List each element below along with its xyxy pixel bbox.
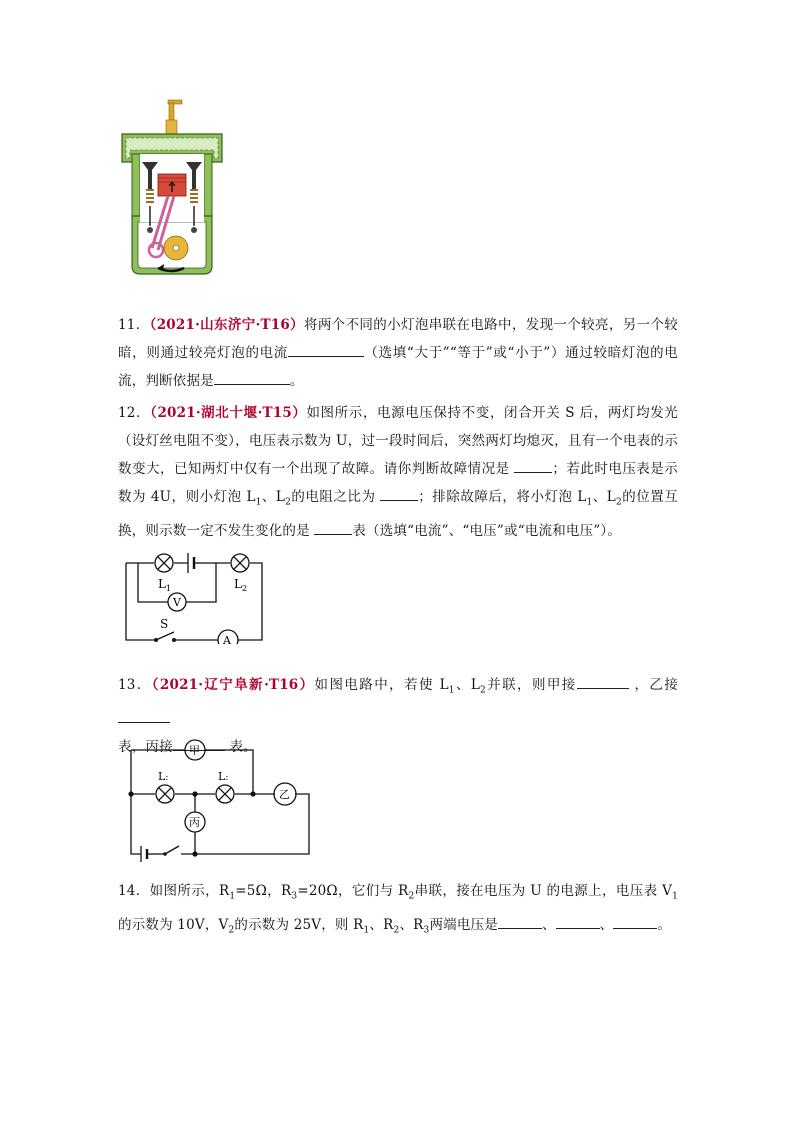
question-text: =5Ω，R	[235, 883, 292, 899]
period: 。	[657, 916, 672, 933]
question-text: 表，丙接	[118, 738, 173, 755]
subscript: 2	[480, 685, 486, 696]
label-yi: 乙	[279, 788, 290, 801]
question-text: 如图所示，电源电压保持不变，闭合开关 S 后，两灯均发光（设灯丝电阻不变），电压表示数为 U，过一段时间后，突然两灯均熄灭，且有一个电表的示数变大，已知两灯中仅有一个出现了故障。请你判断故障情况是	[118, 405, 678, 477]
question-text: 、L	[592, 489, 616, 505]
question-text: 两端电压是	[429, 916, 498, 933]
source-tag: （2021·辽宁阜新·T16）	[151, 677, 315, 693]
subscript: 1	[672, 891, 679, 902]
subscript: 1	[229, 891, 236, 902]
label-l2: L:	[218, 770, 229, 783]
subscript: 2	[408, 891, 415, 902]
answer-blank[interactable]	[380, 484, 418, 501]
label-bing: 丙	[189, 816, 200, 829]
answer-blank[interactable]	[118, 706, 170, 723]
source-tag: （2021·山东济宁·T16）	[149, 317, 304, 333]
question-text: 并联，则甲接	[485, 677, 577, 693]
question-text: ；排除故障后，将小灯泡 L	[418, 489, 587, 505]
question-number: 13．	[118, 677, 152, 693]
source-tag: （2021·湖北十堰·T15）	[150, 405, 307, 421]
question-text: 如图所示，R	[149, 883, 230, 899]
question-text: 表。	[229, 738, 257, 755]
answer-blank[interactable]	[577, 672, 629, 689]
subscript: 2	[285, 497, 292, 508]
question-text: 表（选填“电流”、“电压”或“电流和电压”）。	[352, 522, 622, 539]
answer-blank[interactable]	[288, 340, 364, 357]
question-text: 的电阻之比为	[291, 489, 376, 505]
subscript: 3	[423, 925, 430, 936]
period: 。	[289, 373, 304, 389]
separator: 、	[599, 916, 614, 933]
subscript: 3	[291, 891, 298, 902]
question-14	[118, 877, 678, 944]
circuit-diagram-q12	[122, 548, 267, 644]
question-text: 串联，接在电压为 U 的电源上，电压表 V	[414, 883, 673, 899]
circuit-diagram-q13	[125, 738, 315, 862]
question-text: =20Ω，它们与 R	[297, 883, 409, 899]
question-number: 11．	[118, 317, 150, 333]
answer-blank[interactable]	[214, 368, 290, 385]
question-text: 将两个不同的小灯泡串联在电路中，发现一个较亮，另一个较暗，则通过较亮灯泡的电流	[118, 317, 679, 361]
answer-blank[interactable]	[613, 912, 657, 929]
question-number: 14．	[118, 883, 150, 899]
question-text: 、R	[369, 916, 394, 933]
question-text: 如图电路中，若使 L	[314, 677, 449, 693]
subscript: 2	[393, 925, 400, 936]
label-switch: S	[160, 617, 169, 631]
engine-diagram	[118, 98, 228, 278]
question-text: 、L	[261, 489, 286, 505]
question-12	[118, 399, 678, 545]
label-jia: 甲	[189, 744, 200, 757]
label-l2: $L_2$	[234, 577, 248, 593]
subscript: 2	[615, 497, 622, 508]
label-l1: L:	[158, 770, 169, 783]
question-text: （选填“大于”“等于”或“小于”）通过较暗灯泡的电流，判断依据是	[118, 345, 678, 389]
label-ammeter: A	[223, 634, 231, 644]
question-number: 12．	[118, 405, 151, 421]
separator: 、	[541, 916, 556, 933]
question-text: ，乙接	[634, 677, 678, 693]
question-text: 、R	[399, 916, 424, 933]
question-text: 的示数为 10V，V	[118, 916, 229, 933]
answer-blank[interactable]	[314, 518, 352, 535]
question-text: 的示数为 25V，则 R	[234, 916, 364, 933]
label-voltmeter: V	[173, 596, 181, 609]
answer-blank[interactable]	[498, 912, 542, 929]
answer-blank[interactable]	[556, 912, 600, 929]
answer-blank[interactable]	[514, 456, 552, 473]
subscript: 1	[586, 497, 593, 508]
subscript: 1	[448, 685, 455, 696]
question-text: 的位置互换，则示数一定不发生变化的是	[118, 489, 678, 539]
question-11	[118, 311, 678, 395]
question-text: 、L	[454, 677, 481, 693]
subscript: 2	[228, 925, 235, 936]
subscript: 1	[255, 497, 262, 508]
label-l1: $L_1$	[158, 577, 172, 593]
question-text: ；若此时电压表是示数为 4U，则小灯泡 L	[118, 461, 678, 505]
subscript: 1	[363, 925, 370, 936]
